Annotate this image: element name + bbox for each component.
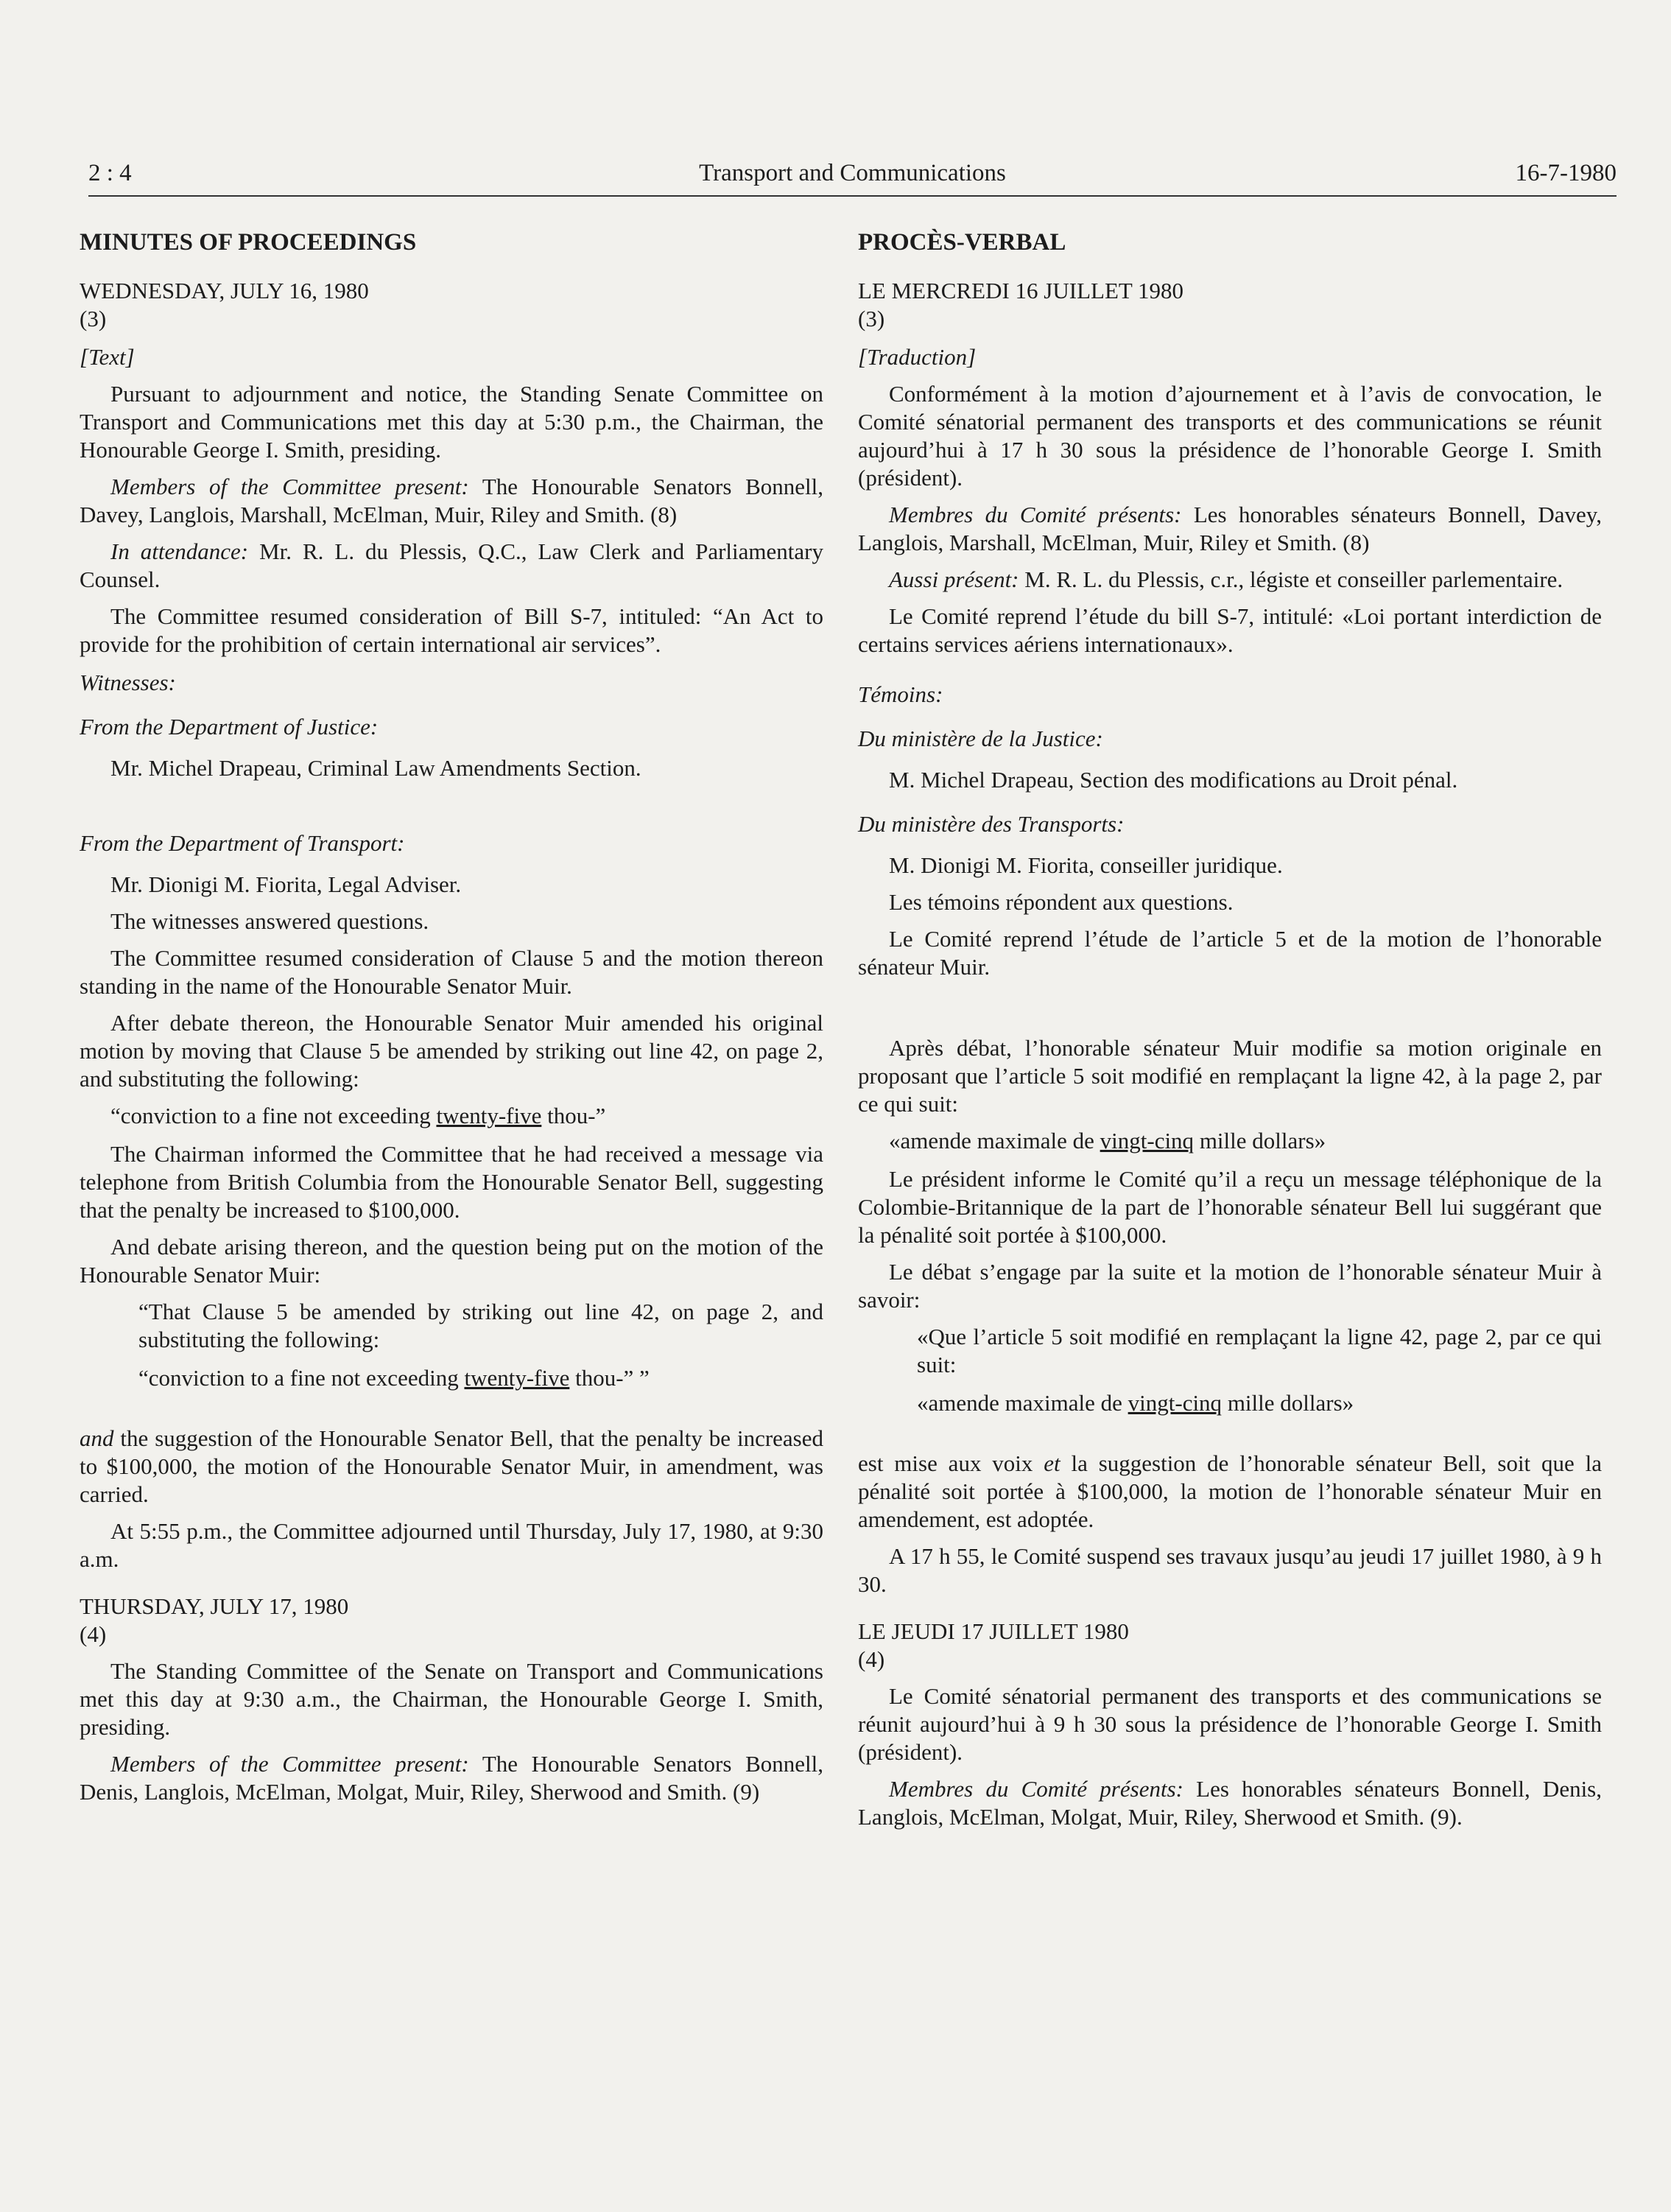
fr-traduction-tag: [Traduction]	[858, 344, 977, 370]
en-witness-fiorita: Mr. Dionigi M. Fiorita, Legal Adviser.	[110, 871, 462, 897]
en-members-present-2: Members of the Committee present: The Honourable Senators Bonnell, Denis, Langlois, McElman, Molgat, Muir, Riley, Sherwood and Smith. (9)	[80, 1751, 823, 1805]
fr-paragraph-5: Le président informe le Comité qu’il a reçu un message téléphonique de la Colombie-Britannique de la part de l’honorable sénateur Bell lui suggérant que la pénalité soit portée à $100,000.	[858, 1166, 1602, 1248]
fr-paragraph-6: Le débat s’engage par la suite et la motion de l’honorable sénateur Muir à savoir:	[858, 1259, 1602, 1313]
en-attendance-label: In attendance:	[110, 538, 249, 564]
fr-paragraph-2: Le Comité reprend l’étude du bill S-7, intitulé: «Loi portant interdiction de certains services aériens internationaux».	[858, 603, 1602, 657]
en-heading: MINUTES OF PROCEEDINGS	[80, 229, 417, 256]
fr-paragraph-9: Le Comité sénatorial permanent des transports et des communications se réunit aujourd’hui à 9 h 30 sous la présidence de l’honorable George I. Smith (président).	[858, 1683, 1602, 1765]
fr-paragraph-8: A 17 h 55, le Comité suspend ses travaux jusqu’au jeudi 17 juillet 1980, à 9 h 30.	[858, 1543, 1602, 1597]
fr-paragraph-1: Conformément à la motion d’ajournement et à l’avis de convocation, le Comité sénatorial permanent des transports et des communications se réunit aujourd’hui à 17 h 30 sous la présidence de l’honorable George I. Smith (président).	[858, 381, 1602, 491]
page-number: 2 : 4	[88, 160, 132, 186]
en-witnesses-answered: The witnesses answered questions.	[110, 908, 429, 934]
en-date-thursday: THURSDAY, JULY 17, 1980	[80, 1593, 349, 1619]
en-members-label: Members of the Committee present:	[110, 474, 469, 499]
page-header	[88, 157, 1617, 197]
en-text-tag: [Text]	[80, 344, 135, 370]
en-paragraph-9: The Standing Committee of the Senate on Transport and Communications met this day at 9:30 a.m., the Chairman, the Honourable George I. Smith, presiding.	[80, 1658, 823, 1740]
fr-witnesses-label: Témoins:	[858, 681, 943, 707]
fr-paragraph-3: Le Comité reprend l’étude de l’article 5 et de la motion de l’honorable sénateur Muir.	[858, 926, 1602, 980]
en-quote-2: “That Clause 5 be amended by striking out line 42, on page 2, and substituting the following:	[138, 1299, 823, 1352]
en-paragraph-7: and the suggestion of the Honourable Senator Bell, that the penalty be increased to $100,000, the motion of the Honourable Senator Muir, in amendment, was carried.	[80, 1425, 823, 1507]
en-paragraph-2: The Committee resumed consideration of Bill S-7, intituled: “An Act to provide for the prohibition of certain international air services”.	[80, 603, 823, 657]
fr-from-transport: Du ministère des Transports:	[858, 811, 1125, 837]
en-attendance-text: Mr. R. L. du Plessis, Q.C., Law Clerk and Parliamentary Counsel.	[80, 538, 823, 592]
fr-quote-3: «amende maximale de vingt-cinq mille dollars»	[917, 1390, 1354, 1416]
fr-paragraph-7: est mise aux voix et la suggestion de l’honorable sénateur Bell, soit que la pénalité soit portée à $100,000, la motion de l’honorable sénateur Muir en amendement, est adoptée.	[858, 1450, 1602, 1532]
en-witness-drapeau: Mr. Michel Drapeau, Criminal Law Amendments Section.	[110, 755, 641, 781]
en-underlined-amount: twenty-five	[436, 1103, 542, 1128]
en-members-present	[80, 473, 823, 529]
fr-attendance: Aussi présent: M. R. L. du Plessis, c.r., légiste et conseiller parlementaire.	[889, 566, 1563, 592]
en-meeting-number-4: (4)	[80, 1621, 107, 1647]
en-from-justice: From the Department of Justice:	[80, 714, 379, 740]
fr-witness-fiorita: M. Dionigi M. Fiorita, conseiller juridique.	[889, 852, 1283, 878]
en-paragraph-6: And debate arising thereon, and the question being put on the motion of the Honourable Senator Muir:	[80, 1234, 823, 1288]
fr-from-justice: Du ministère de la Justice:	[858, 726, 1103, 751]
french-column	[858, 228, 1602, 2188]
fr-members-present: Membres du Comité présents: Les honorables sénateurs Bonnell, Davey, Langlois, Marshall, McElman, Muir, Riley et Smith. (8)	[858, 502, 1602, 555]
en-quote-3: “conviction to a fine not exceeding twenty-five thou-” ”	[138, 1365, 650, 1391]
fr-underlined-amount-2: vingt-cinq	[1128, 1390, 1223, 1416]
en-date-wednesday: WEDNESDAY, JULY 16, 1980	[80, 278, 369, 303]
en-members-text: The Honourable Senators Bonnell, Davey, Langlois, Marshall, McElman, Muir, Riley and Smith. (8)	[80, 474, 823, 527]
en-quote-1: “conviction to a fine not exceeding twenty-five thou-”	[110, 1103, 606, 1128]
fr-date-jeudi: LE JEUDI 17 JUILLET 1980	[858, 1618, 1129, 1644]
fr-paragraph-4: Après débat, l’honorable sénateur Muir modifie sa motion originale en proposant que l’article 5 soit modifié en remplaçant la ligne 42, à la page 2, par ce qui suit:	[858, 1035, 1602, 1117]
fr-quote-2: «Que l’article 5 soit modifié en remplaçant la ligne 42, page 2, par ce qui suit:	[917, 1324, 1602, 1377]
en-paragraph-5: The Chairman informed the Committee that he had received a message via telephone from British Columbia from the Honourable Senator Bell, suggesting that the penalty be increased to $100,000.	[80, 1141, 823, 1223]
fr-date-mercredi: LE MERCREDI 16 JUILLET 1980	[858, 278, 1184, 303]
en-paragraph-4: After debate thereon, the Honourable Senator Muir amended his original motion by moving that Clause 5 be amended by striking out line 42, on page 2, and substituting the following:	[80, 1010, 823, 1092]
fr-heading: PROCÈS-VERBAL	[858, 229, 1066, 256]
en-underlined-amount-2: twenty-five	[464, 1365, 570, 1391]
fr-witness-drapeau: M. Michel Drapeau, Section des modifications au Droit pénal.	[889, 767, 1458, 793]
fr-underlined-amount: vingt-cinq	[1100, 1128, 1195, 1154]
en-meeting-number-3: (3)	[80, 306, 107, 331]
fr-witnesses-answered: Les témoins répondent aux questions.	[889, 889, 1234, 915]
en-paragraph-3: The Committee resumed consideration of Clause 5 and the motion thereon standing in the name of the Honourable Senator Muir.	[80, 945, 823, 999]
en-paragraph-8: At 5:55 p.m., the Committee adjourned until Thursday, July 17, 1980, at 9:30 a.m.	[80, 1518, 823, 1572]
fr-members-present-2: Membres du Comité présents: Les honorables sénateurs Bonnell, Denis, Langlois, McElman, Molgat, Muir, Riley, Sherwood et Smith. (9).	[858, 1776, 1603, 1830]
en-witnesses-label: Witnesses:	[80, 670, 176, 695]
header-date: 16-7-1980	[1515, 160, 1617, 186]
running-title: Transport and Communications	[699, 160, 1006, 186]
fr-meeting-number-3: (3)	[858, 306, 885, 331]
en-attendance	[80, 538, 823, 594]
fr-quote-1: «amende maximale de vingt-cinq mille dollars»	[889, 1128, 1326, 1154]
en-from-transport: From the Department of Transport:	[80, 830, 405, 856]
fr-meeting-number-4: (4)	[858, 1646, 885, 1672]
en-paragraph-1: Pursuant to adjournment and notice, the Standing Senate Committee on Transport and Communications met this day at 5:30 p.m., the Chairman, the Honourable George I. Smith, presiding.	[80, 381, 823, 463]
english-column	[80, 228, 823, 2188]
